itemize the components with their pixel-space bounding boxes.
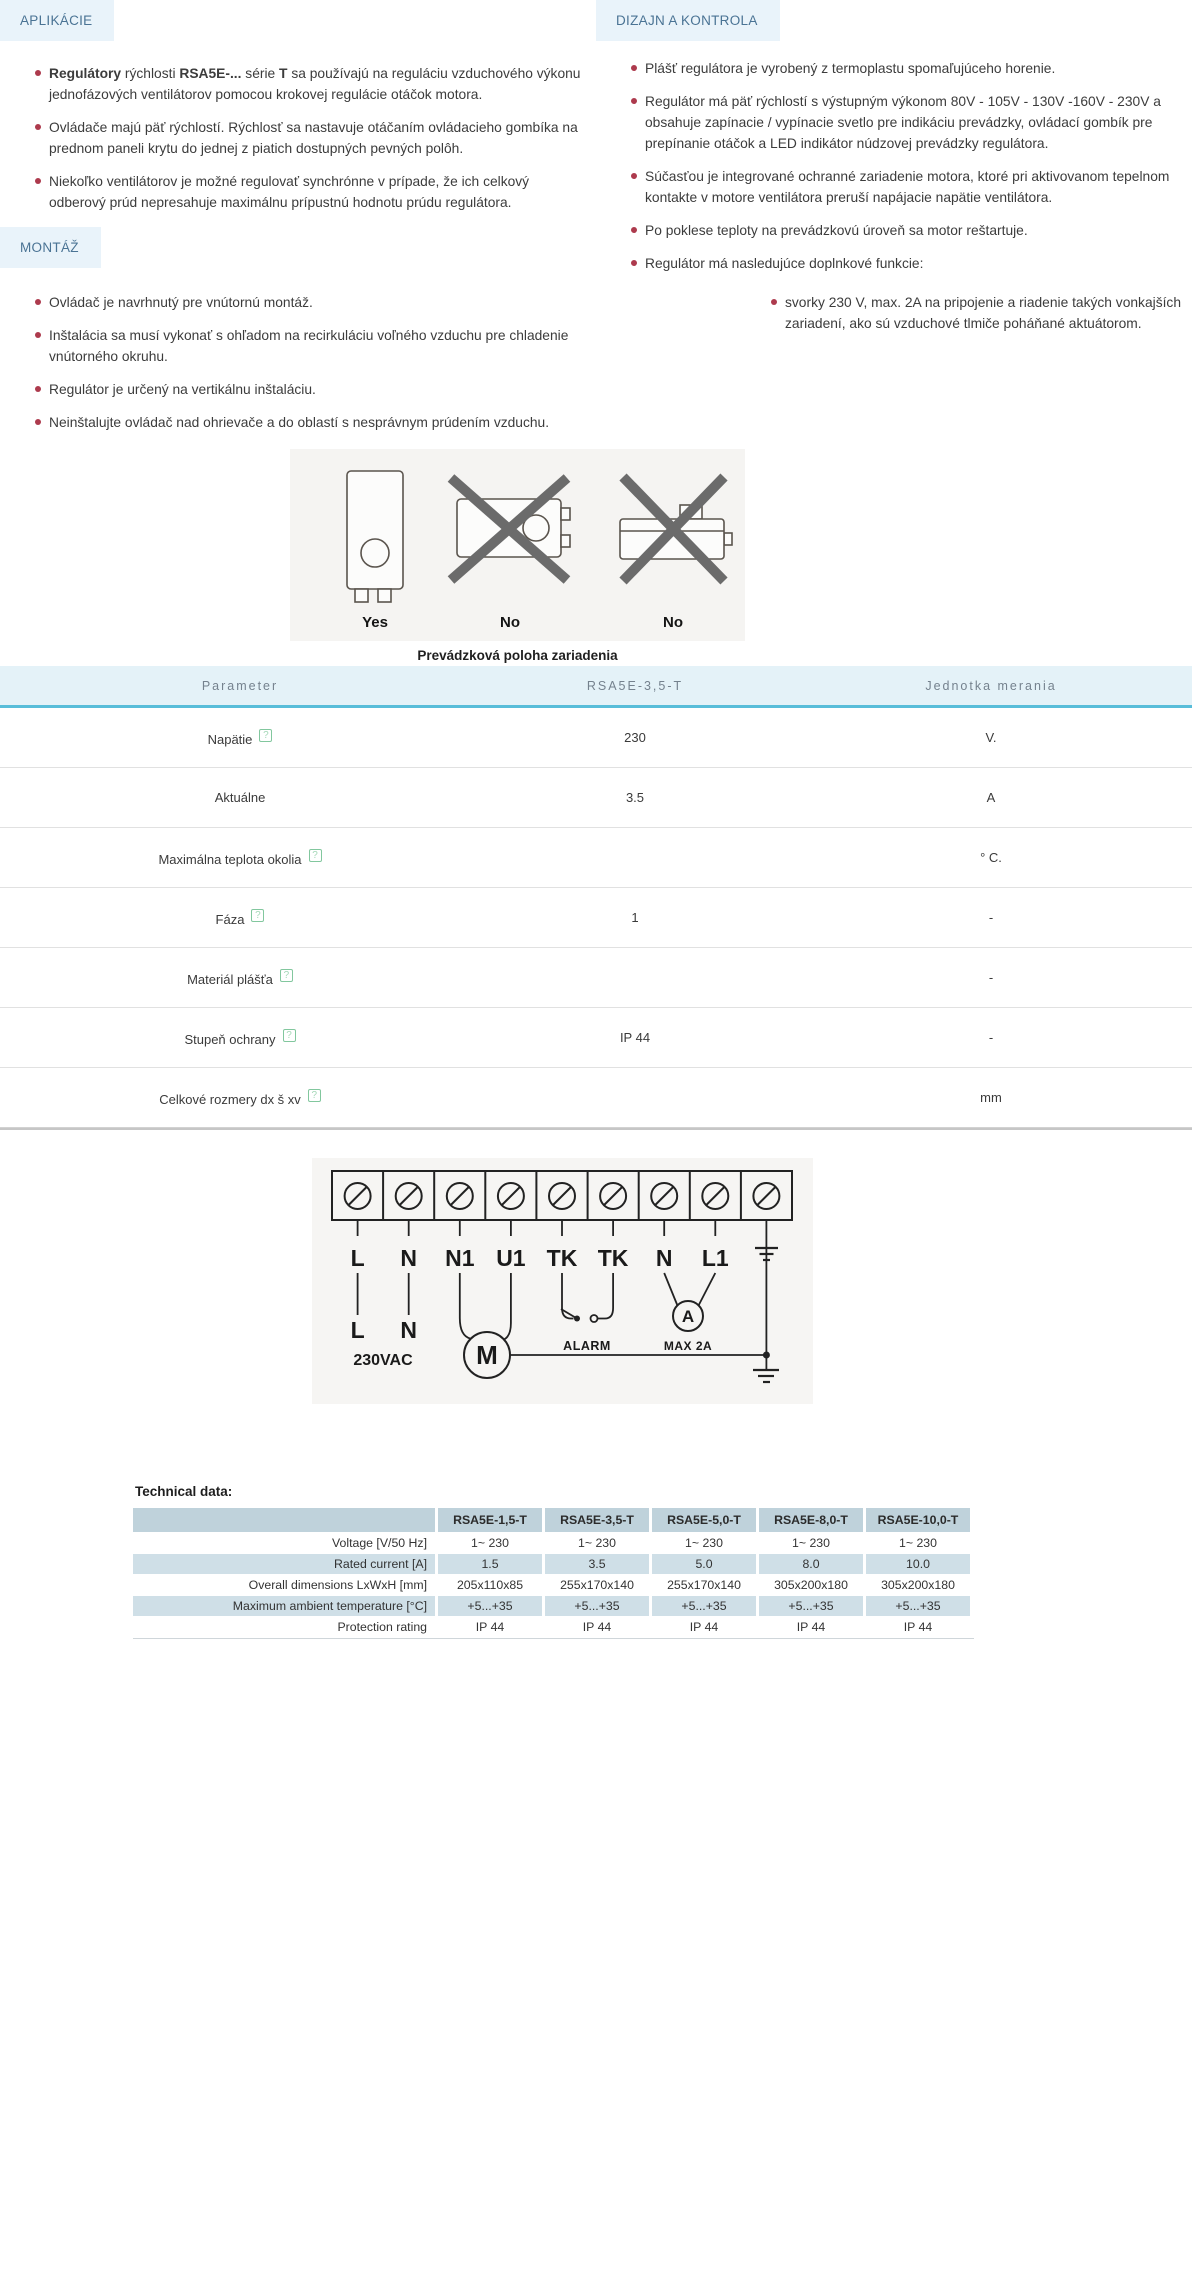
technical-data-table <box>133 1508 974 1639</box>
dizajn-bullet-list <box>596 58 1192 334</box>
tech-cell: +5...+35 <box>866 1596 970 1616</box>
orientation-diagram <box>290 461 745 633</box>
wiring-diagram-figure <box>312 1158 813 1404</box>
param-unit-cell: - <box>988 910 994 925</box>
orientation-image <box>290 449 745 641</box>
supply-voltage-label: 230VAC <box>353 1352 413 1369</box>
tech-cell: 305x200x180 <box>774 1578 848 1592</box>
bullet-bold-text: T <box>279 66 288 81</box>
terminal-label: L <box>350 1245 365 1271</box>
terminal-label: N <box>400 1245 418 1271</box>
tech-cell: 8.0 <box>759 1554 863 1574</box>
table-row <box>0 708 1192 768</box>
param-name-cell <box>0 1029 480 1047</box>
param-unit-cell: - <box>988 970 994 985</box>
param-value-cell: 3.5 <box>625 790 645 805</box>
help-icon[interactable]: ? <box>308 1089 321 1102</box>
technical-data-section <box>133 1484 974 1639</box>
param-label: Napätie <box>207 731 253 747</box>
param-value-cell: 230 <box>624 730 646 745</box>
help-icon[interactable]: ? <box>309 849 322 862</box>
param-unit-cell: A <box>986 790 996 805</box>
tech-cell: 1~ 230 <box>792 1536 830 1550</box>
param-label: Fáza <box>215 911 245 927</box>
tech-row-label: Overall dimensions LxWxH [mm] <box>248 1578 427 1592</box>
tech-cell: 3.5 <box>545 1554 649 1574</box>
bullet-item: Regulátor má päť rýchlostí s výstupným výkonom 80V - 105V - 130V -160V - 230V a obsahuje zapínacie / vypínacie svetlo pre indikáciu prevádzky, ovládací gombík pre prepínanie otáčok a LED indikátor núdzovej prevádzky regulátora. <box>645 91 1182 154</box>
max-current-label: MAX 2A <box>663 1339 713 1353</box>
bullet-text: série <box>241 66 280 81</box>
switch-contact-icon <box>574 1316 580 1322</box>
param-unit-cell: - <box>988 1030 994 1045</box>
tech-header-model: RSA5E-8,0-T <box>759 1508 863 1532</box>
table-row <box>0 768 1192 828</box>
terminal-label: N1 <box>445 1245 475 1271</box>
param-value-cell: IP 44 <box>619 1030 651 1045</box>
bullet-item: Neinštalujte ovládač nad ohrievače a do oblastí s nesprávnym prúdením vzduchu. <box>49 412 586 433</box>
tech-cell: IP 44 <box>796 1620 826 1634</box>
device-vertical-icon <box>347 471 403 602</box>
montaz-bullet-list <box>0 292 596 433</box>
tech-cell: IP 44 <box>475 1620 505 1634</box>
terminal-label: L1 <box>701 1245 729 1271</box>
tech-row-label: Rated current [A] <box>133 1554 435 1574</box>
tech-header-model: RSA5E-3,5-T <box>545 1508 649 1532</box>
tech-cell: +5...+35 <box>545 1596 649 1616</box>
bullet-item: Regulátor je určený na vertikálnu inštaláciu. <box>49 379 586 400</box>
param-label: Materiál plášťa <box>187 971 273 987</box>
tech-row-label: Protection rating <box>337 1620 427 1634</box>
bullet-text: Regulátor má nasledujúce doplnkové funkcie: <box>645 256 924 271</box>
param-label: Maximálna teplota okolia <box>158 851 302 867</box>
bullet-bold-text: Regulátory <box>49 66 122 81</box>
tech-cell: 1~ 230 <box>471 1536 509 1550</box>
tech-cell: 305x200x180 <box>881 1578 955 1592</box>
tech-header-corner <box>133 1508 435 1532</box>
tech-cell: +5...+35 <box>652 1596 756 1616</box>
help-icon[interactable]: ? <box>259 729 272 742</box>
tech-cell: IP 44 <box>903 1620 933 1634</box>
tech-cell: +5...+35 <box>759 1596 863 1616</box>
sub-bullet-item: svorky 230 V, max. 2A na pripojenie a riadenie takých vonkajších zariadení, ako sú vzduchové tlmiče poháňané aktuátorom. <box>785 292 1182 334</box>
param-label: Celkové rozmery dx š xv <box>159 1091 301 1107</box>
tech-cell: 10.0 <box>866 1554 970 1574</box>
bullet-item: Po poklese teploty na prevádzkovú úroveň sa motor reštartuje. <box>645 220 1182 241</box>
tech-cell: 1~ 230 <box>899 1536 937 1550</box>
ampermeter-letter: A <box>681 1307 695 1326</box>
terminal-label: N <box>655 1245 673 1271</box>
parameter-table-header <box>0 666 1192 708</box>
orientation-caption: Prevádzková poloha zariadenia <box>417 648 618 663</box>
orientation-label-no: No <box>500 614 520 631</box>
technical-data-title: Technical data: <box>135 1484 233 1499</box>
bullet-item <box>645 253 1182 334</box>
tech-cell: 255x170x140 <box>667 1578 741 1592</box>
column-header-unit: Jednotka merania <box>925 678 1057 693</box>
bullet-item: Súčasťou je integrované ochranné zariadenie motora, ktoré pri aktivovanom tepelnom kontakte v motore ventilátora preruší napájacie napätie ventilátora. <box>645 166 1182 208</box>
top-sections <box>0 0 1192 445</box>
tech-cell: 1.5 <box>438 1554 542 1574</box>
table-row <box>0 828 1192 888</box>
section-header-aplikacie: APLIKÁCIE <box>0 0 114 41</box>
left-column <box>0 0 596 445</box>
param-name-cell <box>0 1089 480 1107</box>
param-name-cell <box>0 729 480 747</box>
help-icon[interactable]: ? <box>283 1029 296 1042</box>
param-unit-cell: mm <box>980 1090 1002 1105</box>
neutral-label: N <box>400 1317 418 1343</box>
bullet-text: rýchlosti <box>121 66 180 81</box>
section-header-dizajn: DIZAJN A KONTROLA <box>596 0 780 41</box>
table-row <box>0 948 1192 1008</box>
tech-row-label: Voltage [V/50 Hz] <box>331 1536 427 1550</box>
param-label: Stupeň ochrany <box>184 1031 276 1047</box>
table-row <box>0 1068 1192 1128</box>
tech-cell: 1~ 230 <box>685 1536 723 1550</box>
bullet-item <box>49 63 586 105</box>
aplikacie-bullet-list <box>0 63 596 213</box>
param-name-cell <box>0 909 480 927</box>
param-name-cell <box>0 849 480 867</box>
tech-cell: 1~ 230 <box>578 1536 616 1550</box>
tech-cell: 255x170x140 <box>560 1578 634 1592</box>
orientation-figure <box>290 449 745 663</box>
terminal-label: TK <box>597 1245 629 1271</box>
bullet-item: Inštalácia sa musí vykonať s ohľadom na recirkuláciu voľného vzduchu pre chladenie vnútorného okruhu. <box>49 325 586 367</box>
terminal-label: TK <box>546 1245 578 1271</box>
wiring-diagram <box>312 1158 813 1404</box>
param-label: Aktuálne <box>214 790 266 805</box>
tech-cell: +5...+35 <box>438 1596 542 1616</box>
bullet-item: Niekoľko ventilátorov je možné regulovať synchrónne v prípade, že ich celkový odberový prúd nepresahuje maximálnu prípustnú hodnotu prúdu regulátora. <box>49 171 586 213</box>
switch-contact-icon <box>591 1315 598 1322</box>
tech-cell: 205x110x85 <box>456 1578 524 1592</box>
column-header-model: RSA5E-3,5-T <box>586 678 684 693</box>
ground-icon <box>753 1370 779 1382</box>
motor-letter: M <box>476 1340 498 1370</box>
param-name-cell <box>0 969 480 987</box>
param-unit-cell: ° C. <box>980 850 1002 865</box>
column-header-parameter: Parameter <box>201 678 279 693</box>
bullet-item: Ovládač je navrhnutý pre vnútornú montáž. <box>49 292 586 313</box>
terminal-label: U1 <box>496 1245 526 1271</box>
parameter-table <box>0 666 1192 1130</box>
table-row <box>0 1008 1192 1068</box>
section-header-montaz: MONTÁŽ <box>0 227 101 268</box>
bullet-bold-text: RSA5E-... <box>179 66 242 81</box>
param-unit-cell: V. <box>985 730 997 745</box>
help-icon[interactable]: ? <box>251 909 264 922</box>
tech-row-label: Maximum ambient temperature [°C] <box>133 1596 435 1616</box>
line-label: L <box>350 1317 365 1343</box>
bullet-text: sa používajú na reguláciu vzduchového výkonu jednofázových ventilátorov pomocou krokovej regulácie otáčok motora. <box>49 66 581 102</box>
alarm-label: ALARM <box>563 1339 611 1353</box>
table-row <box>0 888 1192 948</box>
orientation-label-yes: Yes <box>362 614 388 631</box>
wire-junction-dot <box>763 1352 770 1359</box>
help-icon[interactable]: ? <box>280 969 293 982</box>
param-name-cell <box>0 790 480 805</box>
param-value-cell: 1 <box>631 910 639 925</box>
dizajn-sub-bullet-list <box>645 292 1182 334</box>
right-column <box>596 0 1192 346</box>
tech-cell: IP 44 <box>689 1620 719 1634</box>
bullet-item: Ovládače majú päť rýchlostí. Rýchlosť sa nastavuje otáčaním ovládacieho gombíka na prednom paneli krytu do jednej z piatich dostupných pevných polôh. <box>49 117 586 159</box>
tech-header-model: RSA5E-5,0-T <box>652 1508 756 1532</box>
tech-header-model: RSA5E-1,5-T <box>438 1508 542 1532</box>
orientation-label-no: No <box>663 614 683 631</box>
tech-header-model: RSA5E-10,0-T <box>866 1508 970 1532</box>
bullet-item: Plášť regulátora je vyrobený z termoplastu spomaľujúceho horenie. <box>645 58 1182 79</box>
tech-cell: IP 44 <box>582 1620 612 1634</box>
tech-cell: 5.0 <box>652 1554 756 1574</box>
